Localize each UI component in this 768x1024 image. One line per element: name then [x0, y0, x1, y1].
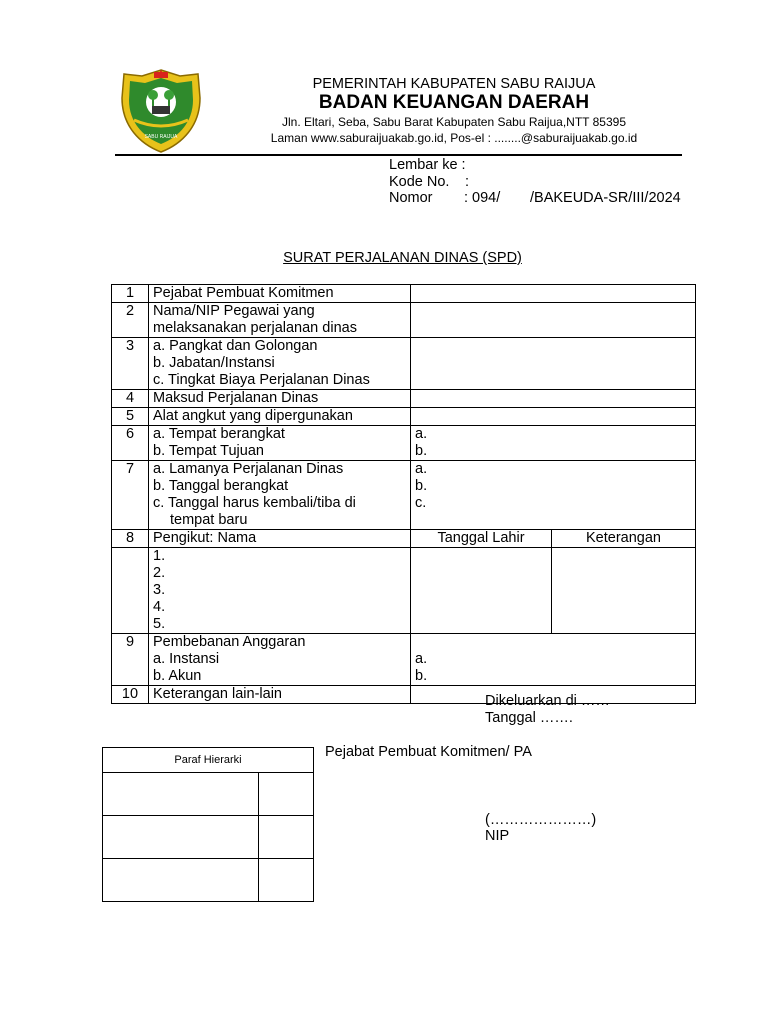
row-label — [149, 634, 411, 686]
government-logo-emblem — [120, 68, 202, 154]
svg-text:SABU RAIJUA: SABU RAIJUA — [144, 134, 178, 140]
row-value — [411, 426, 696, 461]
document-title: SURAT PERJALANAN DINAS (SPD) — [283, 250, 522, 266]
table-row — [112, 390, 696, 408]
row-number: 8 — [112, 530, 149, 548]
row-value — [411, 338, 696, 390]
row-value — [411, 285, 696, 303]
paraf-cell — [259, 816, 314, 859]
table-row — [112, 461, 696, 530]
table-row — [112, 338, 696, 390]
table-row — [112, 303, 696, 338]
paraf-cell — [259, 859, 314, 902]
value-marker: a. — [415, 426, 428, 442]
list-item: 2. — [153, 565, 166, 581]
row-number: 4 — [112, 390, 149, 408]
list-item: 1. — [153, 548, 166, 564]
nomor-label: Nomor — [389, 190, 433, 206]
row-label: Pejabat Pembuat Komitmen — [149, 285, 411, 303]
row-label — [149, 303, 411, 338]
row-number: 1 — [112, 285, 149, 303]
header-divider — [115, 154, 682, 156]
row-number: 3 — [112, 338, 149, 390]
row-number: 2 — [112, 303, 149, 338]
table-row — [112, 426, 696, 461]
signature-placeholder: (…………………) — [485, 812, 597, 828]
notes-cell — [552, 548, 696, 634]
row-label — [149, 426, 411, 461]
row-label-line: b. Jabatan/Instansi — [153, 355, 275, 371]
nomor-value: : 094/ — [464, 190, 501, 206]
list-item: 3. — [153, 582, 166, 598]
row-label — [149, 338, 411, 390]
header-address: Jln. Eltari, Seba, Sabu Barat Kabupaten Sabu Raijua,NTT 85395 — [282, 115, 626, 129]
row-label-line: a. Lamanya Perjalanan Dinas — [153, 461, 344, 477]
row-label-line: b. Akun — [153, 668, 202, 684]
paraf-cell — [259, 773, 314, 816]
column-header-tanggal-lahir: Tanggal Lahir — [411, 530, 552, 548]
row-value — [411, 408, 696, 426]
value-marker: a. — [415, 461, 428, 477]
table-row — [103, 816, 314, 859]
row-number: 5 — [112, 408, 149, 426]
paraf-cell — [103, 773, 259, 816]
row-label-line: tempat baru — [170, 512, 248, 528]
follower-list — [149, 548, 411, 634]
lembar-label: Lembar ke : — [389, 157, 466, 173]
list-item: 5. — [153, 616, 166, 632]
table-row — [103, 773, 314, 816]
nip-label: NIP — [485, 828, 510, 844]
issued-at: Dikeluarkan di …… — [485, 693, 610, 709]
paraf-cell — [103, 859, 259, 902]
value-marker: a. — [415, 651, 428, 667]
table-row — [112, 285, 696, 303]
paraf-header: Paraf Hierarki — [103, 748, 314, 773]
row-label: Keterangan lain-lain — [149, 686, 411, 704]
value-marker: b. — [415, 478, 428, 494]
row-label-line: c. Tingkat Biaya Perjalanan Dinas — [153, 372, 370, 388]
row-number: 7 — [112, 461, 149, 530]
row-label-line: Pembebanan Anggaran — [153, 634, 306, 650]
value-marker: b. — [415, 443, 428, 459]
table-row — [103, 859, 314, 902]
list-item: 4. — [153, 599, 166, 615]
row-label-line: c. Tanggal harus kembali/tiba di — [153, 495, 356, 511]
column-header-keterangan: Keterangan — [552, 530, 696, 548]
row-label — [149, 461, 411, 530]
row-label-line: b. Tanggal berangkat — [153, 478, 289, 494]
row-value — [411, 390, 696, 408]
row-value — [411, 634, 696, 686]
paraf-cell — [103, 816, 259, 859]
table-row — [112, 548, 696, 634]
row-label: Maksud Perjalanan Dinas — [149, 390, 411, 408]
value-marker: c. — [415, 495, 427, 511]
row-value — [411, 303, 696, 338]
paraf-hierarki-table — [102, 747, 314, 902]
header-agency-name: BADAN KEUANGAN DAERAH — [318, 92, 590, 113]
row-value — [411, 461, 696, 530]
spd-table — [111, 284, 696, 704]
row-number: 6 — [112, 426, 149, 461]
birthdate-cell — [411, 548, 552, 634]
signer-title: Pejabat Pembuat Komitmen/ PA — [325, 744, 532, 760]
row-label: Pengikut: Nama — [149, 530, 411, 548]
row-label-line: melaksanakan perjalanan dinas — [153, 320, 357, 336]
row-label-line: Nama/NIP Pegawai yang — [153, 303, 315, 319]
row-number: 9 — [112, 634, 149, 686]
value-marker: b. — [415, 668, 428, 684]
table-row — [112, 530, 696, 548]
row-label: Alat angkut yang dipergunakan — [149, 408, 411, 426]
row-number: 10 — [112, 686, 149, 704]
row-label-line: a. Pangkat dan Golongan — [153, 338, 318, 354]
header-contact: Laman www.saburaijuakab.go.id, Pos-el : ........@saburaijuakab.go.id — [270, 131, 638, 145]
kode-label: Kode No. — [389, 174, 450, 190]
nomor-suffix: /BAKEUDA-SR/III/2024 — [530, 190, 681, 206]
row-label-line: a. Instansi — [153, 651, 220, 667]
row-number — [112, 548, 149, 634]
row-label-line: a. Tempat berangkat — [153, 426, 285, 442]
row-label-line: b. Tempat Tujuan — [153, 443, 264, 459]
issued-date: Tanggal ……. — [485, 710, 573, 726]
table-row — [112, 408, 696, 426]
kode-colon: : — [465, 174, 470, 190]
table-row — [112, 634, 696, 686]
header-government-name: PEMERINTAH KABUPATEN SABU RAIJUA — [312, 76, 596, 92]
